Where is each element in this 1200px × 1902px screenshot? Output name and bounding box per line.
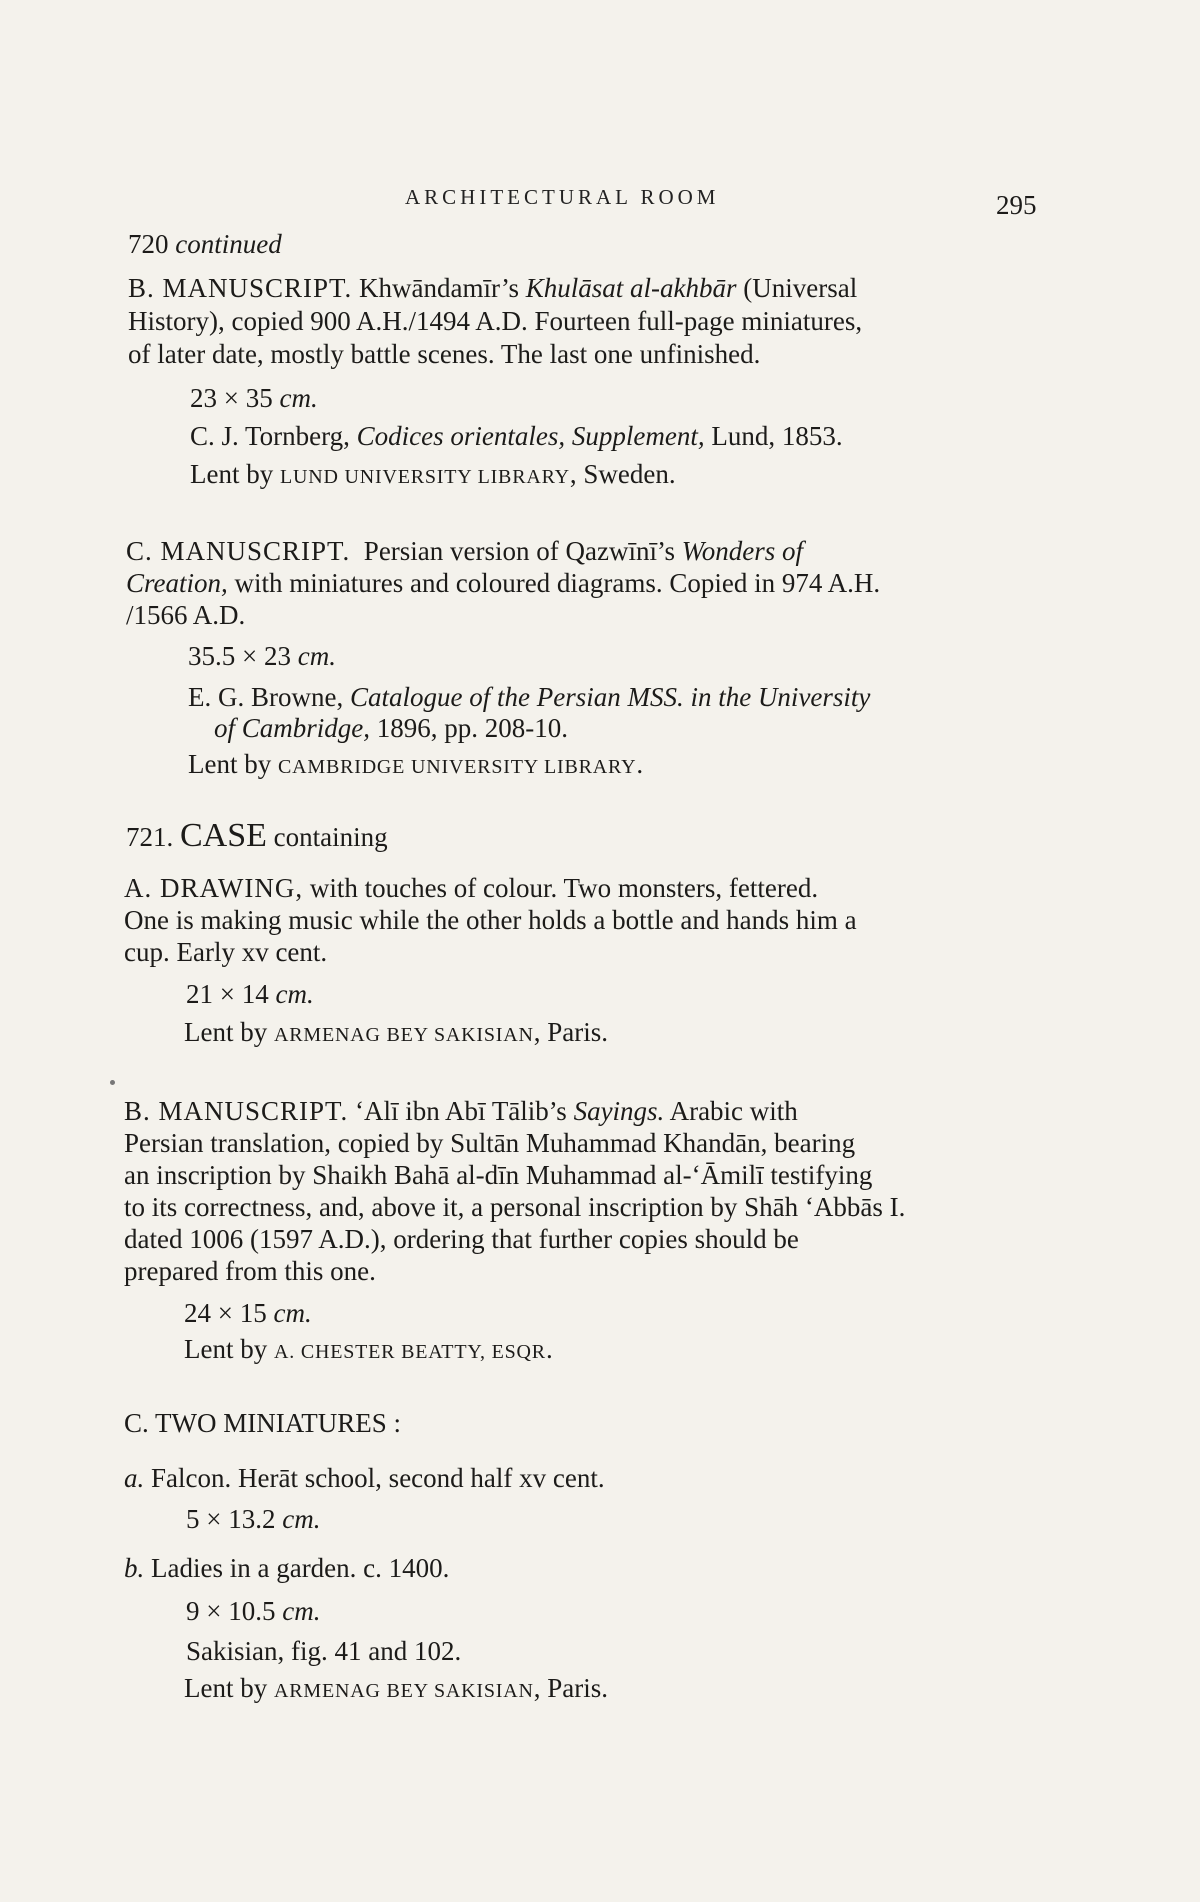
entry-721-a-line-1: A. DRAWING, with touches of colour. Two monsters, fettered.: [124, 873, 819, 903]
entry-720-b-line-1: B. MANUSCRIPT. Khwāndamīr’s Khulāsat al-akhbār (Universal: [128, 273, 858, 303]
running-title: ARCHITECTURAL ROOM: [405, 185, 720, 209]
entry-720-c-reference-1: E. G. Browne, Catalogue of the Persian MSS. in the University: [188, 682, 871, 712]
entry-721-b-line-6: prepared from this one.: [124, 1256, 376, 1286]
entry-721-b-lender: Lent by A. CHESTER BEATTY, ESQR.: [184, 1334, 553, 1364]
entry-721-a-line-2: One is making music while the other holds a bottle and hands him a: [124, 905, 857, 935]
entry-720-label: 720 continued: [128, 229, 282, 259]
entry-721-b-line-1: B. MANUSCRIPT. ‘Alī ibn Abī Tālib’s Sayings. Arabic with: [124, 1096, 798, 1126]
entry-720-b-line-2: History), copied 900 A.H./1494 A.D. Fourteen full-page miniatures,: [128, 306, 863, 336]
entry-721-a-line-3: cup. Early xv cent.: [124, 937, 328, 967]
entry-721-c-item-a: a. Falcon. Herāt school, second half xv cent.: [124, 1463, 605, 1493]
entry-721-b-heading: B. MANUSCRIPT.: [124, 1096, 349, 1126]
entry-721-b-line-5: dated 1006 (1597 A.D.), ordering that further copies should be: [124, 1224, 799, 1254]
entry-721-c-item-b-size: 9 × 10.5 cm.: [186, 1596, 321, 1626]
entry-721-b-line-2: Persian translation, copied by Sultān Muhammad Khandān, bearing: [124, 1128, 856, 1158]
entry-720-c-line-3: /1566 A.D.: [126, 600, 246, 630]
entry-721-b-line-3: an inscription by Shaikh Bahā al-dīn Muhammad al-‘Āmilī testifying: [124, 1160, 873, 1190]
entry-721-b-line-4: to its correctness, and, above it, a personal inscription by Shāh ‘Abbās I.: [124, 1192, 906, 1222]
entry-720-c-line-1: C. MANUSCRIPT. Persian version of Qazwīnī’s Wonders of: [126, 536, 803, 566]
entry-720-c-size: 35.5 × 23 cm.: [188, 641, 336, 671]
page-number: 295: [996, 190, 1037, 220]
entry-720-c-line-2: Creation, with miniatures and coloured diagrams. Copied in 974 A.H.: [126, 568, 881, 598]
entry-720-c-reference-2: of Cambridge, 1896, pp. 208-10.: [214, 713, 569, 743]
entry-720-b-heading: B. MANUSCRIPT.: [128, 273, 353, 303]
ink-speck: [110, 1080, 115, 1085]
entry-720-b-reference: C. J. Tornberg, Codices orientales, Supplement, Lund, 1853.: [190, 421, 843, 451]
entry-721-a-size: 21 × 14 cm.: [186, 979, 314, 1009]
entry-720-b-size: 23 × 35 cm.: [190, 383, 318, 413]
entry-721-c-reference: Sakisian, fig. 41 and 102.: [186, 1636, 462, 1666]
entry-720-c-lender: Lent by CAMBRIDGE UNIVERSITY LIBRARY.: [188, 749, 644, 779]
entry-721-c-item-b: b. Ladies in a garden. c. 1400.: [124, 1553, 450, 1583]
entry-720-b-line-3: of later date, mostly battle scenes. The last one unfinished.: [128, 339, 761, 369]
entry-721-a-lender: Lent by ARMENAG BEY SAKISIAN, Paris.: [184, 1017, 608, 1047]
entry-721-a-heading: A. DRAWING,: [124, 873, 304, 903]
entry-720-c-heading: C. MANUSCRIPT.: [126, 536, 351, 566]
entry-721-c-item-a-size: 5 × 13.2 cm.: [186, 1504, 321, 1534]
entry-721-c-lender: Lent by ARMENAG BEY SAKISIAN, Paris.: [184, 1673, 608, 1703]
entry-721-b-size: 24 × 15 cm.: [184, 1298, 312, 1328]
entry-721-heading: 721. CASE containing: [126, 817, 388, 854]
entry-721-c-heading: C. TWO MINIATURES :: [124, 1408, 402, 1438]
entry-720-b-lender: Lent by LUND UNIVERSITY LIBRARY, Sweden.: [190, 459, 676, 489]
